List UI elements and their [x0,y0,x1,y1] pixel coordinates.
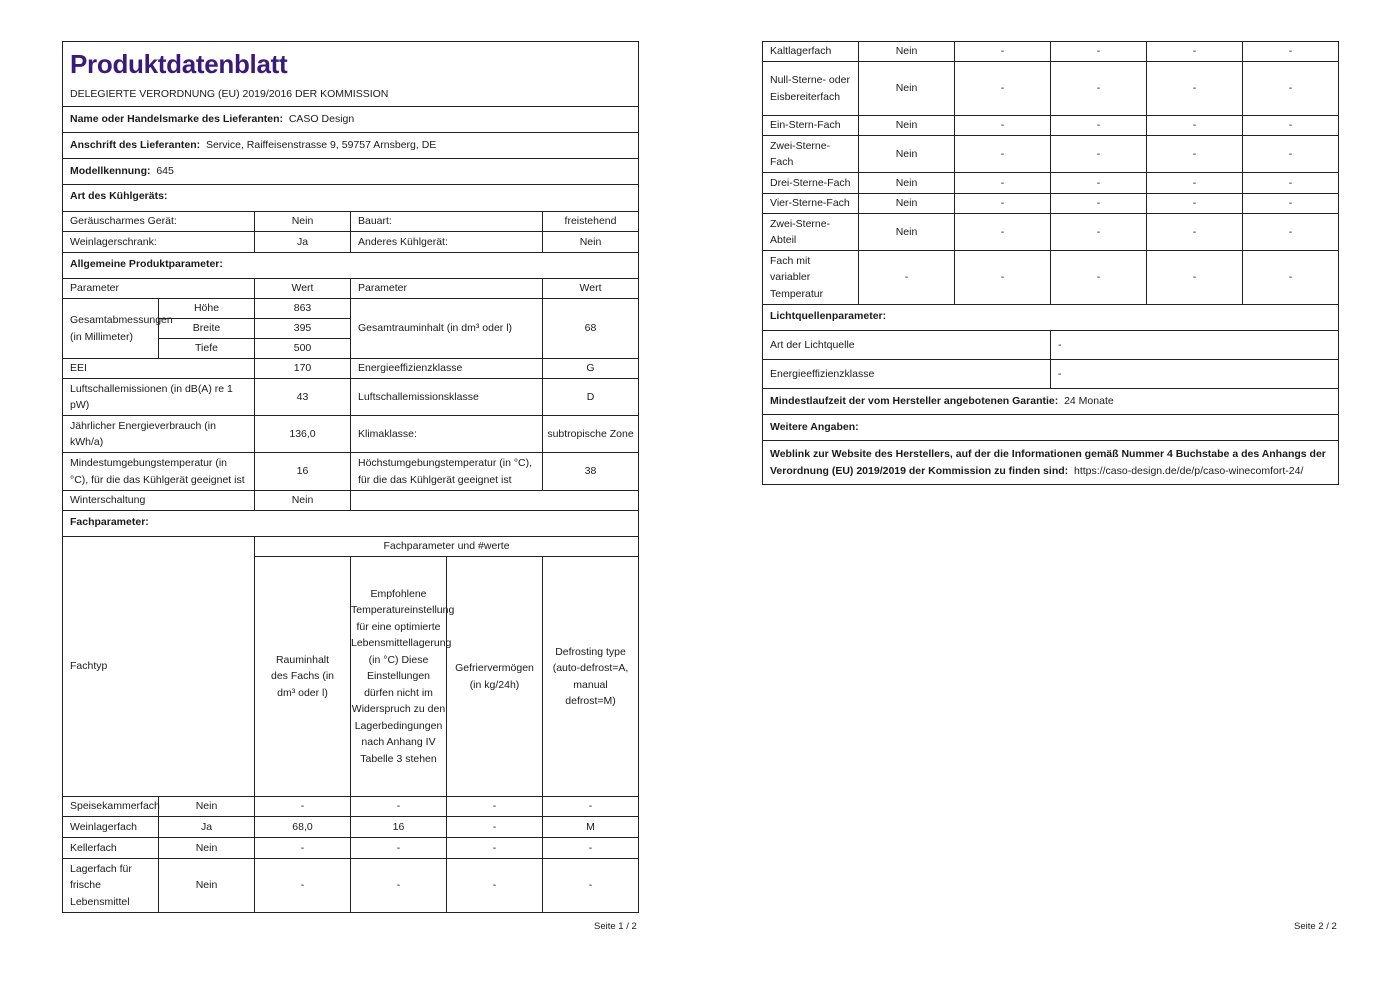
compartment-present: - [859,251,955,305]
compartment-row [763,251,1339,305]
compartment-name: Lagerfach für frische Lebensmittel [63,859,159,913]
compartment-present: Nein [159,838,255,859]
compartment-temp: - [351,838,447,859]
compartment-present: Nein [859,194,955,214]
winter-value: Nein [255,491,351,511]
compartment-volume: - [955,42,1051,62]
compartment-volume: - [955,214,1051,251]
compartment-volume: - [255,797,351,817]
eei-label: EEI [63,359,255,379]
compartment-name: Speisekammerfach [63,797,159,817]
light-energy-label: Energieeffizienzklasse [763,360,1051,389]
compartment-freeze: - [447,817,543,838]
noise-emission-label: Luftschallemissionen (in dB(A) re 1 pW) [63,379,255,416]
compartment-row [763,136,1339,173]
col-freeze-header: Gefriervermögen (in kg/24h) [447,557,543,797]
param-header-left: Parameter [63,279,255,299]
compartment-volume: - [955,194,1051,214]
height-label: Höhe [159,299,255,319]
compartment-defrost: - [543,797,639,817]
annual-energy-value: 136,0 [255,416,351,453]
supplier-address-row [63,133,639,159]
other-appliance-label: Anderes Kühlgerät: [351,232,543,253]
supplier-name-label: Name oder Handelsmarke des Lieferanten: [70,113,283,126]
compartment-row [763,194,1339,214]
compartment-freeze: - [1147,116,1243,136]
compartment-temp: 16 [351,817,447,838]
compartment-volume: - [255,838,351,859]
compartment-defrost: - [543,838,639,859]
value-header-right: Wert [543,279,639,299]
compartment-temp: - [1051,62,1147,116]
compartment-temp: - [1051,42,1147,62]
compartment-volume: 68,0 [255,817,351,838]
wine-cabinet-value: Ja [255,232,351,253]
compartment-defrost: - [1243,251,1339,305]
annual-energy-label: Jährlicher Energieverbrauch (in kWh/a) [63,416,255,453]
compartment-freeze: - [1147,62,1243,116]
energy-class-value: G [543,359,639,379]
climate-class-label: Klimaklasse: [351,416,543,453]
compartment-temp: - [1051,251,1147,305]
light-type-label: Art der Lichtquelle [763,331,1051,360]
depth-label: Tiefe [159,339,255,359]
compartment-name: Kaltlagerfach [763,42,859,62]
light-type-value: - [1051,331,1339,360]
compartment-type-label: Fachtyp [63,537,255,797]
page-title: Produktdatenblatt [70,49,288,79]
winter-label: Winterschaltung [63,491,255,511]
compartment-freeze: - [1147,173,1243,194]
compartment-volume: - [955,116,1051,136]
warranty-label: Mindestlaufzeit der vom Hersteller angebotenen Garantie: [770,395,1059,408]
datasheet-table-2 [762,41,1339,485]
header-cell [63,42,639,107]
min-temp-label: Mindestumgebungstemperatur (in °C), für die das Kühlgerät geeignet ist [63,453,255,491]
compartment-present: Nein [859,173,955,194]
total-volume-value: 68 [543,299,639,359]
climate-class-value: subtropische Zone [543,416,639,453]
datasheet-table-1 [62,41,639,913]
total-volume-label: Gesamtrauminhalt (in dm³ oder l) [351,299,543,359]
width-value: 395 [255,319,351,339]
compartment-name: Ein-Stern-Fach [763,116,859,136]
compartment-freeze: - [1147,42,1243,62]
noise-emission-value: 43 [255,379,351,416]
regulation-subtitle: DELEGIERTE VERORDNUNG (EU) 2019/2016 DER KOMMISSION [70,88,389,100]
design-type-label: Bauart: [351,212,543,232]
compartment-temp: - [1051,214,1147,251]
col-temp-header: Empfohlene Temperatureinstellung für eine optimierte Lebensmittellagerung (in °C) Diese Einstellungen dürfen nicht im Widerspruch zu den Lagerbedingungen nach Anhang IV Tabelle 3 stehen [351,557,447,797]
compartment-present: Nein [159,797,255,817]
compartment-volume: - [255,859,351,913]
compartment-defrost: - [1243,62,1339,116]
model-row [63,159,639,185]
eei-value: 170 [255,359,351,379]
compartment-temp: - [1051,136,1147,173]
compartment-freeze: - [1147,214,1243,251]
compartment-values-header: Fachparameter und #werte [255,537,639,557]
compartment-freeze: - [447,838,543,859]
compartment-defrost: - [543,859,639,913]
energy-class-label: Energieeffizienzklasse [351,359,543,379]
model-value: 645 [156,165,174,178]
col-volume-header: Rauminhalt des Fachs (in dm³ oder l) [255,557,351,797]
max-temp-value: 38 [543,453,639,491]
compartment-volume: - [955,136,1051,173]
supplier-address-label: Anschrift des Lieferanten: [70,139,201,152]
compartment-name: Zwei-Sterne-Abteil [763,214,859,251]
compartment-volume: - [955,173,1051,194]
compartment-freeze: - [447,797,543,817]
compartment-row [63,797,639,817]
compartment-defrost: - [1243,116,1339,136]
weblink-row [763,441,1339,485]
supplier-name-row [63,107,639,133]
noise-class-value: D [543,379,639,416]
compartment-present: Nein [859,136,955,173]
compartment-temp: - [351,797,447,817]
light-energy-value: - [1051,360,1339,389]
compartment-present: Nein [159,859,255,913]
height-value: 863 [255,299,351,319]
compartment-defrost: - [1243,136,1339,173]
compartment-present: Ja [159,817,255,838]
compartment-defrost: - [1243,173,1339,194]
compartment-row [763,214,1339,251]
datasheet-page-2 [762,41,1338,485]
compartment-present: Nein [859,62,955,116]
compartment-temp: - [1051,116,1147,136]
compartment-name: Drei-Sterne-Fach [763,173,859,194]
compartment-freeze: - [1147,136,1243,173]
compartment-temp: - [1051,173,1147,194]
compartment-name: Fach mit variabler Temperatur [763,251,859,305]
model-label: Modellkennung: [70,165,151,178]
appliance-type-label: Art des Kühlgeräts: [63,185,639,212]
compartment-present: Nein [859,116,955,136]
weblink-value[interactable]: https://caso-design.de/de/p/caso-winecomfort-24/ [1074,464,1304,477]
compartment-row [63,859,639,913]
dims-label: Gesamtabmessungen (in Millimeter) [63,299,159,359]
page-number-2: Seite 2 / 2 [1294,921,1337,932]
compartment-row [763,62,1339,116]
compartment-freeze: - [1147,251,1243,305]
compartment-present: Nein [859,214,955,251]
max-temp-label: Höchstumgebungstemperatur (in °C), für die das Kühlgerät geeignet ist [351,453,543,491]
depth-value: 500 [255,339,351,359]
compartment-defrost: - [1243,194,1339,214]
compartment-name: Weinlagerfach [63,817,159,838]
width-label: Breite [159,319,255,339]
datasheet-page-1 [62,41,638,913]
noise-class-label: Luftschallemissionsklasse [351,379,543,416]
param-header-right: Parameter [351,279,543,299]
min-temp-value: 16 [255,453,351,491]
compartment-name: Vier-Sterne-Fach [763,194,859,214]
compartment-freeze: - [447,859,543,913]
empty-cell [351,491,639,511]
other-appliance-value: Nein [543,232,639,253]
compartment-freeze: - [1147,194,1243,214]
light-params-label: Lichtquellenparameter: [763,305,1339,331]
compartment-row [763,116,1339,136]
compartment-row [763,173,1339,194]
value-header-left: Wert [255,279,351,299]
compartment-row [763,42,1339,62]
low-noise-label: Geräuscharmes Gerät: [63,212,255,232]
low-noise-value: Nein [255,212,351,232]
general-params-label: Allgemeine Produktparameter: [63,253,639,279]
further-info-label: Weitere Angaben: [763,415,1339,441]
compartment-present: Nein [859,42,955,62]
wine-cabinet-label: Weinlagerschrank: [63,232,255,253]
compartment-name: Kellerfach [63,838,159,859]
compartment-defrost: - [1243,42,1339,62]
compartment-defrost: M [543,817,639,838]
weblink-label: Weblink zur Website des Herstellers, auf der die Informationen gemäß Nummer 4 Buchstabe a des Anhangs der Verordnung (EU) 2019/2019 der Kommission zu finden sind: [770,448,1326,477]
compartment-row [63,817,639,838]
warranty-row [763,389,1339,415]
warranty-value: 24 Monate [1064,395,1114,408]
compartment-temp: - [1051,194,1147,214]
compartment-defrost: - [1243,214,1339,251]
compartment-volume: - [955,251,1051,305]
compartment-name: Null-Sterne- oder Eisbereiterfach [763,62,859,116]
compartment-temp: - [351,859,447,913]
col-defrost-header: Defrosting type (auto-defrost=A, manual defrost=M) [543,557,639,797]
compartment-name: Zwei-Sterne-Fach [763,136,859,173]
supplier-name-value: CASO Design [288,113,355,126]
compartment-params-label: Fachparameter: [63,511,639,537]
design-type-value: freistehend [543,212,639,232]
compartment-volume: - [955,62,1051,116]
supplier-address-value: Service, Raiffeisenstrasse 9, 59757 Arnsberg, DE [205,139,437,152]
page-number-1: Seite 1 / 2 [594,921,637,932]
compartment-row [63,838,639,859]
